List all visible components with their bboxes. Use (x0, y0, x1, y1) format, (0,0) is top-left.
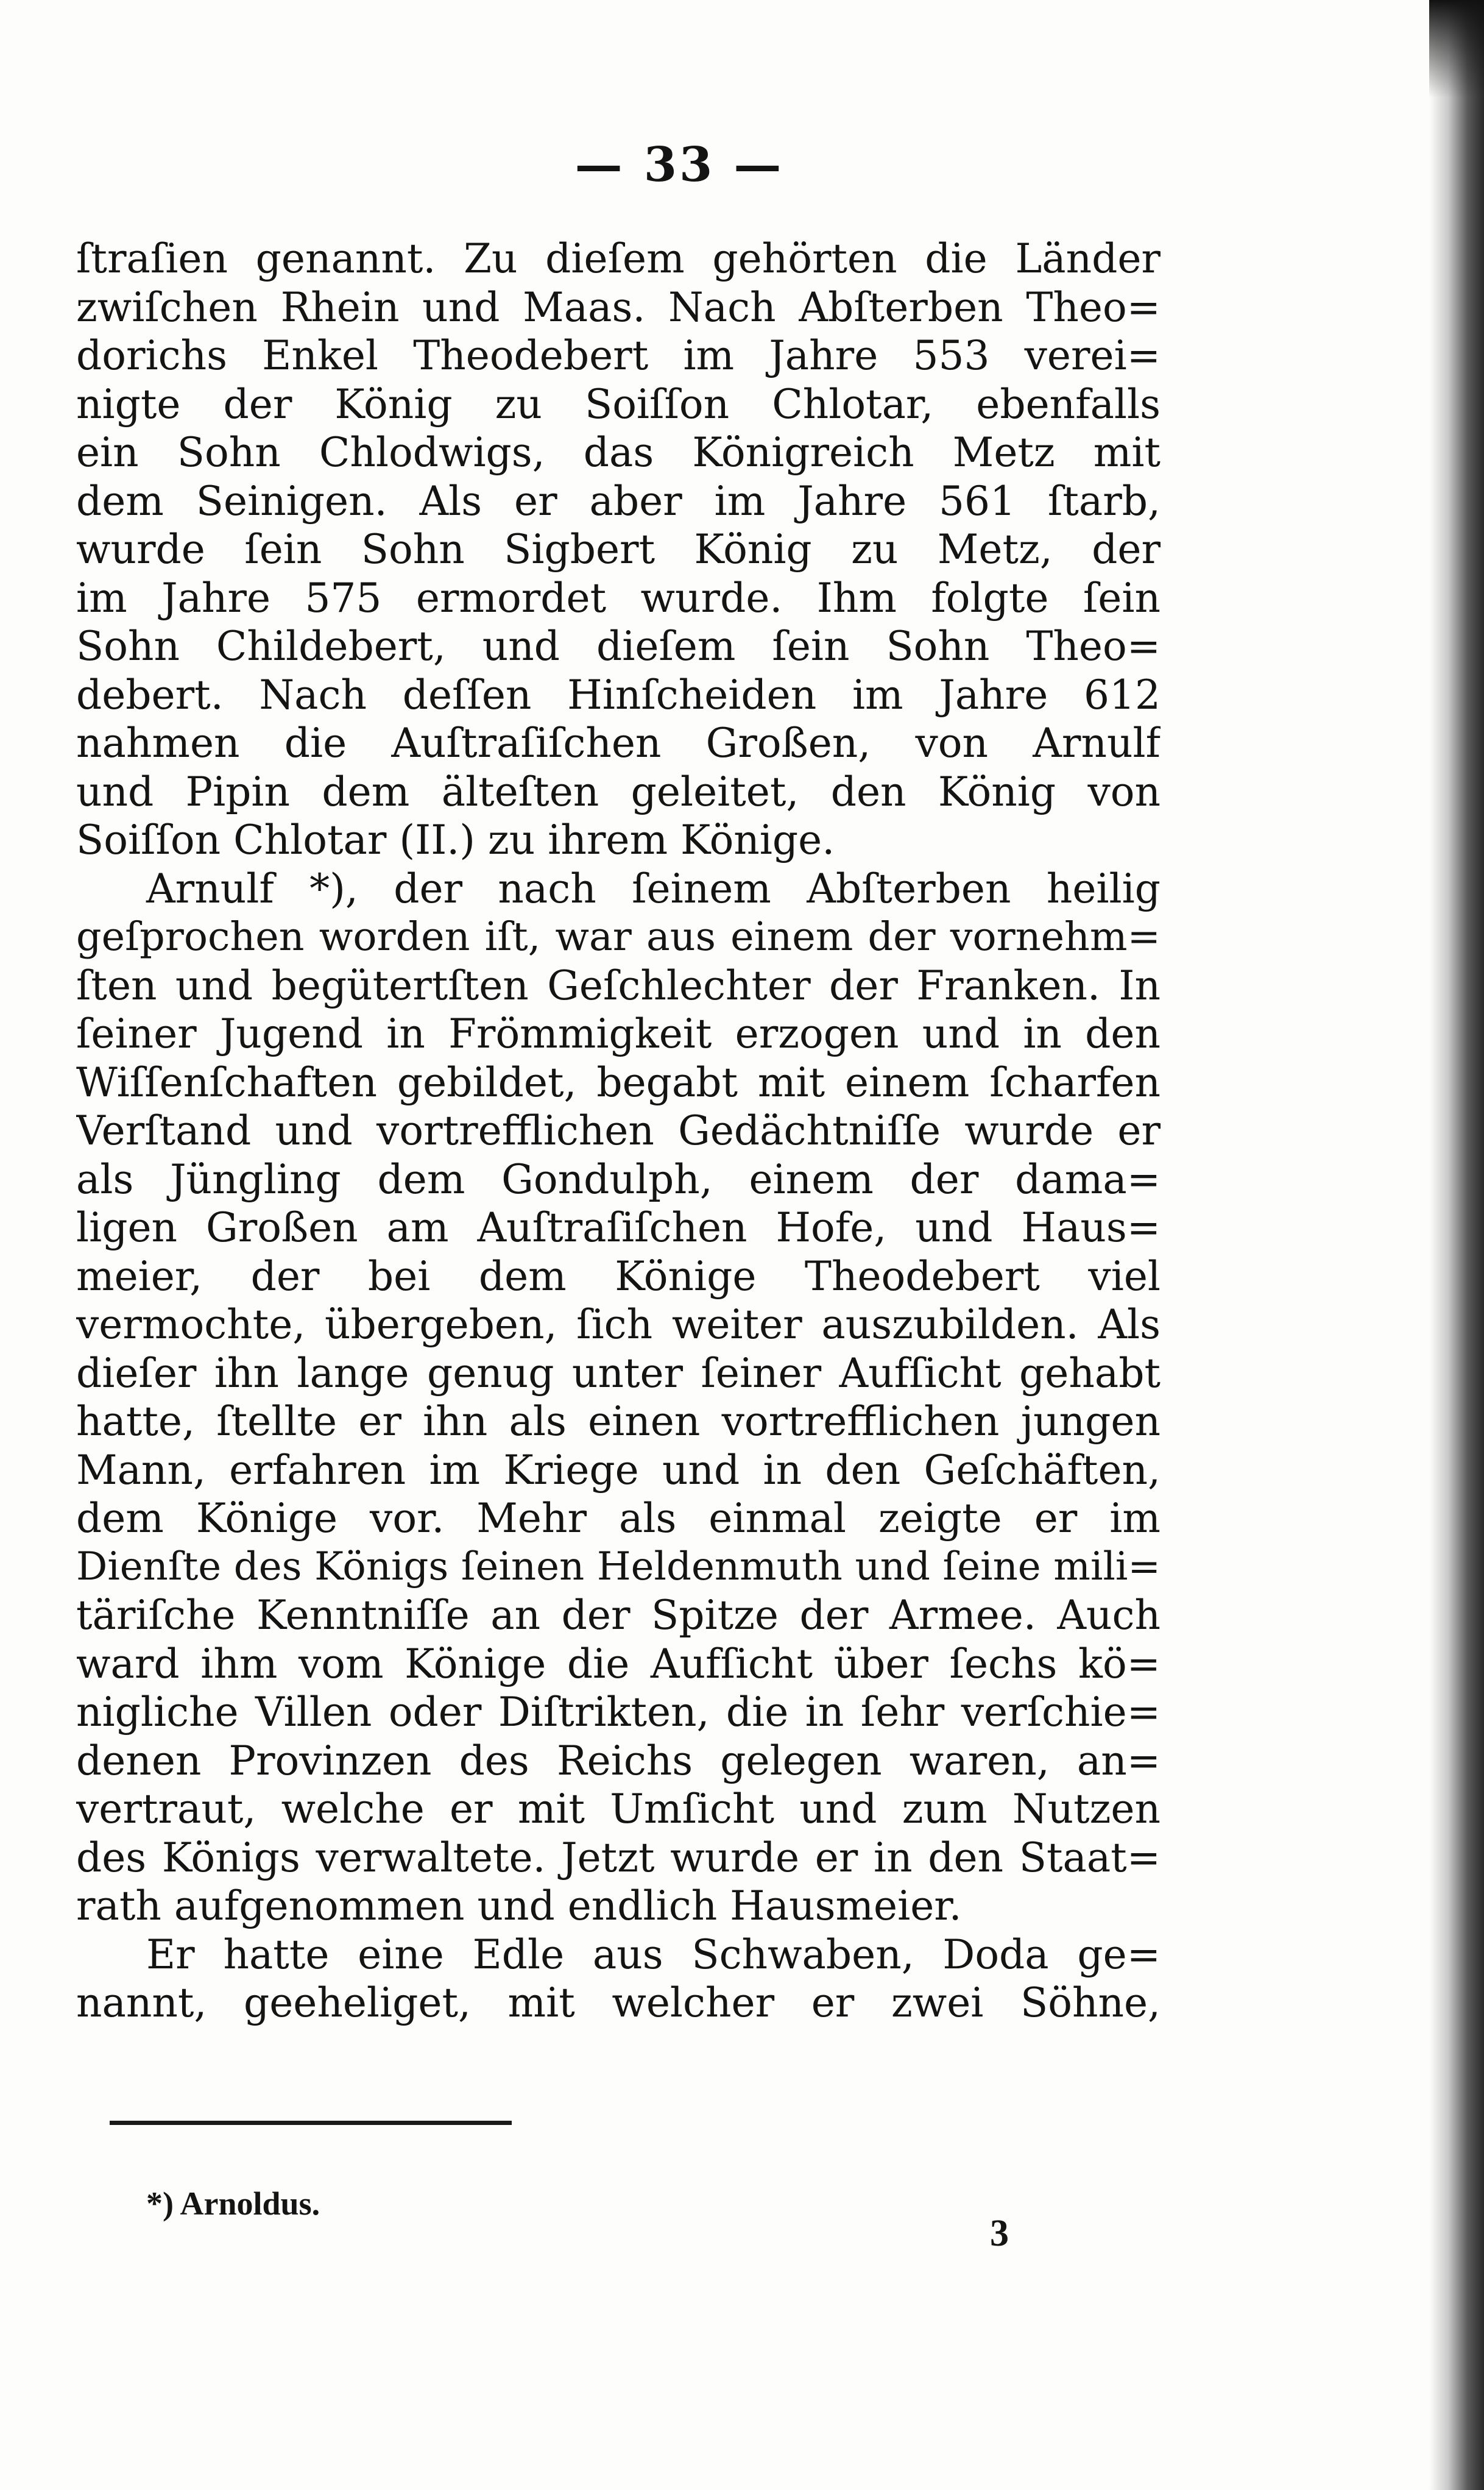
text-line: als Jüngling dem Gondulph, einem der dama= (76, 1155, 1161, 1203)
text-line: ſtraſien genannt. Zu dieſem gehörten die Länder (76, 235, 1161, 282)
binding-shadow (1429, 0, 1484, 2490)
text-line: vermochte, übergeben, ſich weiter auszubilden. Als (76, 1301, 1161, 1348)
text-line: ligen Großen am Auſtraſiſchen Hofe, und Haus= (76, 1204, 1161, 1251)
text-line-paragraph-start: Arnulf *), der nach ſeinem Abſterben heilig (146, 865, 1161, 912)
text-line: dem Seinigen. Als er aber im Jahre 561 ſtarb, (76, 477, 1161, 525)
text-line: geſprochen worden iſt, war aus einem der vornehm= (76, 914, 1161, 960)
text-line: ward ihm vom Könige die Aufſicht über ſechs kö= (76, 1640, 1161, 1687)
text-line: wurde ſein Sohn Sigbert König zu Metz, der (76, 526, 1161, 573)
text-line: vertraut, welche er mit Umſicht und zum Nutzen (76, 1786, 1161, 1832)
text-line: nigliche Villen oder Diſtrikten, die in ſehr verſchie= (76, 1689, 1161, 1736)
footnote-rule (110, 2121, 512, 2125)
text-line: dem Könige vor. Mehr als einmal zeigte er im (76, 1495, 1161, 1542)
text-line: ſten und begütertſten Geſchlechter der Franken. In (76, 962, 1161, 1009)
text-line: meier, der bei dem Könige Theodebert viel (76, 1252, 1161, 1300)
text-line: ein Sohn Chlodwigs, das Königreich Metz mit (76, 429, 1161, 476)
text-line: des Königs verwaltete. Jetzt wurde er in den Staat= (76, 1834, 1161, 1881)
binding-shadow-top (1429, 0, 1484, 98)
text-line: dorichs Enkel Theodebert im Jahre 553 verei= (76, 332, 1161, 379)
text-line: hatte, ſtellte er ihn als einen vortrefflichen jungen (76, 1398, 1161, 1445)
text-line: im Jahre 575 ermordet wurde. Ihm folgte ſein (76, 574, 1161, 622)
footnote: *) Arnoldus. (146, 2185, 320, 2222)
text-line: nahmen die Auſtraſiſchen Großen, von Arnulf (76, 720, 1161, 767)
text-line: Verſtand und vortrefflichen Gedächtniſſe wurde er (76, 1107, 1161, 1154)
text-line: debert. Nach deſſen Hinſcheiden im Jahre 612 (76, 671, 1161, 718)
text-line-paragraph-end: rath aufgenommen und endlich Hausmeier. (76, 1882, 962, 1929)
text-line: dieſer ihn lange genug unter ſeiner Aufſicht gehabt (76, 1349, 1161, 1397)
page-number-header: — 33 — (574, 137, 784, 193)
text-line: ſeiner Jugend in Frömmigkeit erzogen und in den (76, 1010, 1161, 1057)
text-line: Wiſſenſchaften gebildet, begabt mit einem ſcharfen (76, 1059, 1161, 1106)
text-line: nigte der König zu Soiſſon Chlotar, ebenfalls (76, 380, 1161, 428)
signature-mark: 3 (990, 2213, 1009, 2254)
text-line: Dienſte des Königs ſeinen Heldenmuth und ſeine mili= (76, 1544, 1161, 1589)
text-line: zwiſchen Rhein und Maas. Nach Abſterben Theo= (76, 283, 1161, 331)
text-line: Mann, erfahren im Kriege und in den Geſchäften, (76, 1446, 1161, 1494)
text-line: Sohn Childebert, und dieſem ſein Sohn Theo= (76, 623, 1161, 670)
body-text (76, 235, 1161, 2027)
text-line-paragraph-start: Er hatte eine Edle aus Schwaben, Doda ge= (146, 1931, 1161, 1978)
text-line-paragraph-end: Soiſſon Chlotar (II.) zu ihrem Könige. (76, 817, 835, 864)
text-line: täriſche Kenntniſſe an der Spitze der Armee. Auch (76, 1592, 1161, 1639)
text-line: nannt, geeheliget, mit welcher er zwei Söhne, (76, 1979, 1161, 2026)
text-line: denen Provinzen des Reichs gelegen waren, an= (76, 1737, 1161, 1784)
text-line: und Pipin dem älteſten geleitet, den König von (76, 768, 1161, 815)
